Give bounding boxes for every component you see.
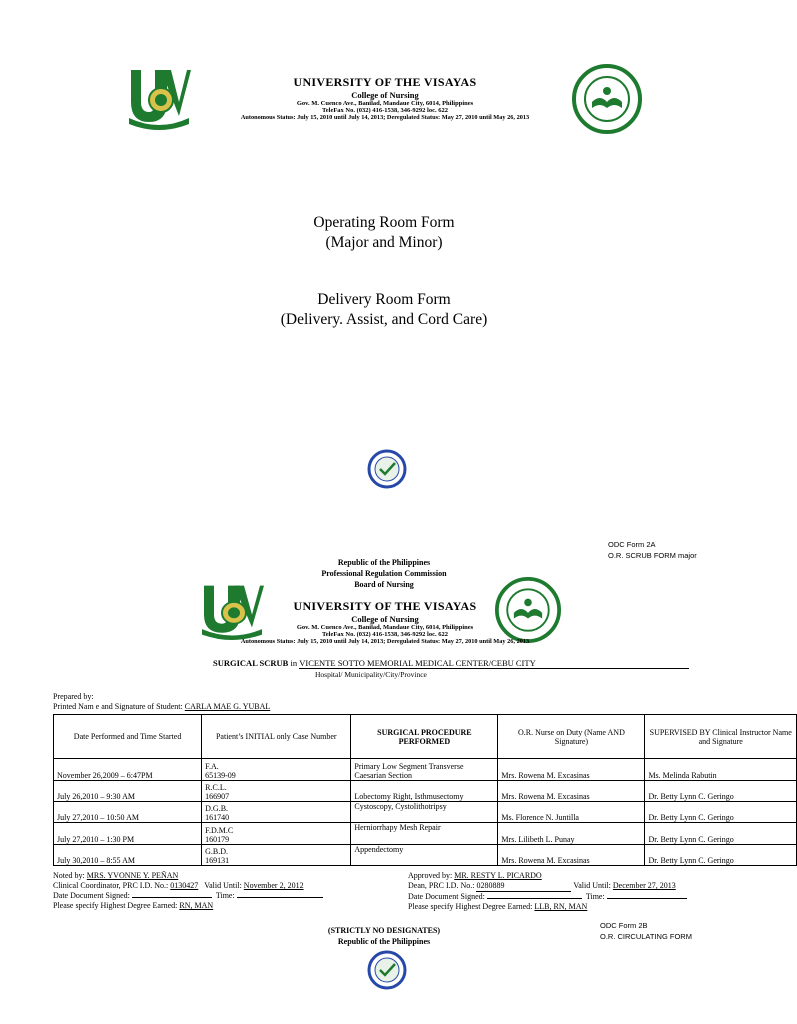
form-name: O.R. SCRUB FORM major bbox=[608, 551, 697, 560]
approved-degree-label: Please specify Highest Degree Earned: bbox=[408, 902, 533, 911]
table-row bbox=[54, 759, 797, 781]
cell-procedure: Cystoscopy, Cystolithotripsy bbox=[351, 802, 498, 823]
board-seal-icon-2 bbox=[368, 951, 406, 989]
cell-date: July 27,2010 – 1:30 PM bbox=[54, 823, 202, 845]
cell-date: November 26,2009 – 6:47PM bbox=[54, 759, 202, 781]
cell-procedure: Lobectomy Right, Isthmusectomy bbox=[351, 781, 498, 802]
table-row bbox=[54, 781, 797, 802]
telefax: TeleFax No. (032) 416-1538, 346-9292 loc. 622 bbox=[322, 107, 448, 114]
cell-ci: Dr. Betty Lynn C. Geringo bbox=[645, 802, 797, 823]
approved-date-label: Date Document Signed: bbox=[408, 892, 485, 901]
noted-degree-label: Please specify Highest Degree Earned: bbox=[53, 901, 178, 910]
college-name-2: College of Nursing bbox=[351, 614, 419, 624]
printed-name-label: Printed Nam e and Signature of Student: bbox=[53, 702, 183, 711]
header-date: Date Performed and Time Started bbox=[54, 715, 202, 759]
cell-nurse: Ms. Florence N. Juntilla bbox=[498, 802, 645, 823]
college-seal-logo bbox=[572, 64, 642, 134]
college-name: College of Nursing bbox=[351, 90, 419, 100]
cell-nurse: Mrs. Rowena M. Excasinas bbox=[498, 759, 645, 781]
cell-procedure: Primary Low Segment Transverse Caesarian Section bbox=[351, 759, 498, 781]
scrub-table bbox=[53, 714, 797, 866]
noted-date-field[interactable] bbox=[132, 897, 212, 898]
cell-procedure: Appendectomy bbox=[351, 845, 498, 866]
university-name: UNIVERSITY OF THE VISAYAS bbox=[293, 75, 477, 89]
cell-date: July 27,2010 – 10:50 AM bbox=[54, 802, 202, 823]
prepared-by: Prepared by: bbox=[53, 692, 94, 701]
cell-ci: Ms. Melinda Rabutin bbox=[645, 759, 797, 781]
approved-valid: December 27, 2013 bbox=[612, 881, 676, 890]
hospital-field bbox=[299, 658, 689, 669]
scrub-in: in bbox=[290, 658, 298, 668]
prc-line-3: Board of Nursing bbox=[354, 580, 414, 589]
cell-date: July 26,2010 – 9:30 AM bbox=[54, 781, 202, 802]
cell-nurse: Mrs. Lilibeth L. Punay bbox=[498, 823, 645, 845]
noted-prc-no: 0130427 bbox=[170, 881, 199, 890]
cover-title-2: (Major and Minor) bbox=[325, 234, 443, 251]
footer-republic: Republic of the Philippines bbox=[337, 937, 431, 946]
noted-degree: RN, MAN bbox=[179, 901, 214, 910]
cell-initial-case: G.B.D. 169131 bbox=[202, 845, 351, 866]
footer-form-code: ODC Form 2B bbox=[600, 921, 648, 930]
cell-initial-case: R.C.L. 166907 bbox=[202, 781, 351, 802]
cell-initial-case: F.D.M.C 160179 bbox=[202, 823, 351, 845]
form-code: ODC Form 2A bbox=[608, 540, 656, 549]
cell-date: July 30,2010 – 8:55 AM bbox=[54, 845, 202, 866]
uv-logo bbox=[127, 66, 191, 130]
noted-name: MRS. YVONNE Y. PEÑAN bbox=[86, 871, 179, 880]
header-nurse: O.R. Nurse on Duty (Name AND Signature) bbox=[498, 715, 645, 759]
approved-prc-label: Dean, PRC I.D. No.: bbox=[408, 881, 475, 890]
cell-nurse: Mrs. Rowena M. Excasinas bbox=[498, 845, 645, 866]
cell-procedure: Herniorrhapy Mesh Repair bbox=[351, 823, 498, 845]
strict-note: (STRICTLY NO DESIGNATES) bbox=[327, 926, 441, 935]
prc-line-2: Professional Regulation Commission bbox=[321, 569, 447, 578]
address: Gov. M. Cuenco Ave., Banilad, Mandaue City, 6014, Philippines bbox=[296, 100, 474, 107]
noted-valid-label: Valid Until: bbox=[204, 881, 242, 890]
table-row bbox=[54, 845, 797, 866]
approved-name: MR. RESTY L. PICARDO bbox=[454, 871, 542, 880]
approved-label: Approved by: bbox=[408, 871, 453, 880]
noted-label: Noted by: bbox=[53, 871, 85, 880]
cell-ci: Dr. Betty Lynn C. Geringo bbox=[645, 781, 797, 802]
table-row bbox=[54, 823, 797, 845]
footer-form-name: O.R. CIRCULATING FORM bbox=[600, 932, 692, 941]
telefax-2: TeleFax No. (032) 416-1538, 346-9292 loc. 622 bbox=[322, 631, 448, 638]
scrub-label: SURGICAL SCRUB bbox=[213, 658, 289, 668]
approved-prc-no: 0280889 bbox=[476, 881, 505, 890]
cell-initial-case: F.A. 65139-09 bbox=[202, 759, 351, 781]
approved-date-field[interactable] bbox=[487, 898, 582, 899]
cell-nurse: Mrs. Rowena M. Excasinas bbox=[498, 781, 645, 802]
address-2: Gov. M. Cuenco Ave., Banilad, Mandaue City, 6014, Philippines bbox=[296, 624, 474, 631]
noted-valid: November 2, 2012 bbox=[243, 881, 304, 890]
hospital-caption: Hospital/ Municipality/City/Province bbox=[315, 670, 427, 679]
cover-title-4: (Delivery. Assist, and Cord Care) bbox=[280, 311, 488, 328]
header-patient: Patient’s INITIAL only Case Number bbox=[202, 715, 351, 759]
approved-degree: LLB, RN, MAN bbox=[534, 902, 588, 911]
cover-title-1: Operating Room Form bbox=[313, 214, 455, 231]
header-supervisor: SUPERVISED BY Clinical Instructor Name and Signature bbox=[645, 715, 797, 759]
student-name: CARLA MAE G. YUBAL bbox=[184, 702, 271, 711]
status-line-2: Autonomous Status: July 15, 2010 until July 14, 2013; Deregulated Status: May 27, 2010 until May 26, 2013 bbox=[240, 638, 530, 645]
cell-ci: Dr. Betty Lynn C. Geringo bbox=[645, 845, 797, 866]
board-seal-icon bbox=[368, 450, 406, 488]
prc-line-1: Republic of the Philippines bbox=[337, 558, 431, 567]
hospital-name: VICENTE SOTTO MEMORIAL MEDICAL CENTER/CEBU CITY bbox=[299, 658, 536, 668]
university-name-2: UNIVERSITY OF THE VISAYAS bbox=[293, 599, 477, 613]
cover-title-3: Delivery Room Form bbox=[317, 291, 451, 308]
status-line: Autonomous Status: July 15, 2010 until July 14, 2013; Deregulated Status: May 27, 2010 until May 26, 2013 bbox=[240, 114, 530, 121]
cell-initial-case: D.G.B. 161740 bbox=[202, 802, 351, 823]
table-row bbox=[54, 802, 797, 823]
noted-time-label: Time: bbox=[215, 891, 235, 900]
noted-prc-label: Clinical Coordinator, PRC I.D. No.: bbox=[53, 881, 169, 890]
noted-date-label: Date Document Signed: bbox=[53, 891, 130, 900]
noted-time-field[interactable] bbox=[237, 897, 323, 898]
approved-time-label: Time: bbox=[585, 892, 605, 901]
approved-time-field[interactable] bbox=[607, 898, 687, 899]
approved-valid-label: Valid Until: bbox=[573, 881, 611, 890]
cell-ci: Dr. Betty Lynn C. Geringo bbox=[645, 823, 797, 845]
header-procedure: SURGICAL PROCEDURE PERFORMED bbox=[351, 715, 498, 759]
